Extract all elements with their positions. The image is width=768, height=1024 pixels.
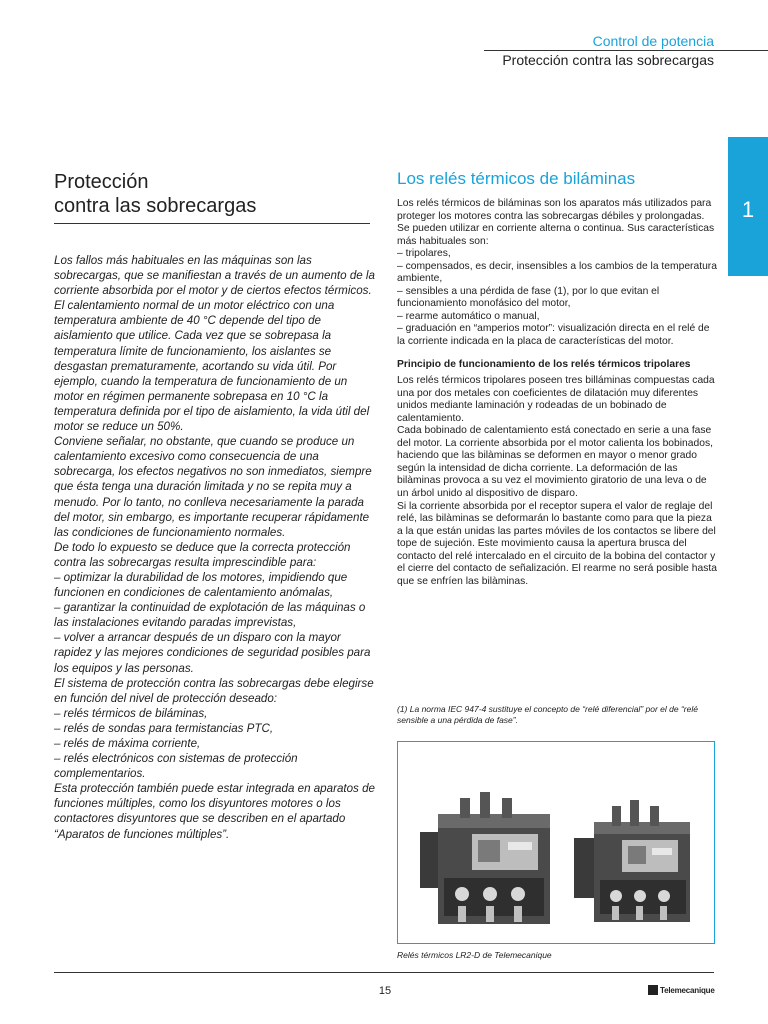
paragraph: De todo lo expuesto se deduce que la correcta protección contra las sobrecargas resulta imprescindible para: (54, 540, 351, 569)
relay-photo (398, 742, 714, 943)
list-item: – tripolares, (397, 248, 451, 260)
list-item: – relés de máxima corriente, (54, 737, 201, 750)
page-number: 15 (378, 985, 392, 997)
list-item: – sensibles a una pérdida de fase (1), por lo que evitan el funcionamiento monofásico del motor, (397, 285, 660, 310)
brand-mark-icon (648, 985, 658, 995)
left-title (54, 170, 256, 218)
paragraph: Esta protección también puede estar integrada en aparatos de funciones múltiples, como los disyuntores motores o los contactores disyuntores que se describen en el apartado “Aparatos de funciones múltiples”. (54, 782, 375, 841)
list-item: – volver a arrancar después de un disparo con la mayor rapidez y las mejores condiciones de seguridad posibles para los equipos y las personas. (54, 631, 371, 675)
brand-name: Telemecanique (660, 985, 715, 995)
footer-rule (54, 972, 714, 973)
chapter-tab (728, 137, 768, 276)
relay-large-illustration (420, 792, 550, 924)
list-item: – relés de sondas para termistancias PTC, (54, 721, 274, 735)
relay-small-illustration (574, 800, 690, 922)
section-header: Control de potencia (592, 33, 714, 49)
photo-caption: Relés térmicos LR2-D de Telemecanique (397, 950, 552, 960)
paragraph: Conviene señalar, no obstante, que cuando se produce un calentamiento excesivo como consecuencia de una sobrecarga, los efectos negativos no son inmediatos, siempre que ésta tenga una duración limitada y no se repita muy a menudo. Por lo tanto, no conlleva necesariamente la parada del motor, sin embargo, es importante recuperar rápidamente las condiciones de funcionamiento normales. (54, 435, 372, 539)
list-item: – optimizar la durabilidad de los motores, impidiendo que funcionen en condiciones de calentamiento anómalas, (54, 570, 348, 600)
list-item: – rearme automático o manual, (397, 310, 540, 322)
right-body (397, 198, 717, 588)
list-item: – relés electrónicos con sistemas de protección complementarios. (54, 752, 298, 781)
paragraph: Los fallos más habituales en las máquinas son las sobrecargas, que se manifiestan a través de un aumento de la corriente absorbida por el motor y de ciertos efectos térmicos. El calentamiento normal de un motor eléctrico con una temperatura ambiente de 40 °C depende del tipo de aislamiento que utilice. Cada vez que se sobrepasa la temperatura límite de funcionamiento, los aislantes se desgastan prematuramente, acortando su vida útil. Por ejemplo, cuando la temperatura de funcionamiento de un motor en régimen permanente sobrepasa en 10 °C la temperatura definida por el tipo de aislamiento, la vida útil del motor se reduce un 50%. (54, 254, 375, 434)
list-item: – garantizar la continuidad de explotación de las máquinas o las instalaciones evitando paradas imprevistas, (54, 601, 366, 630)
left-title-line1: Protección (54, 171, 149, 193)
list-item: – relés térmicos de biláminas, (54, 706, 208, 720)
paragraph: Los relés térmicos de biláminas son los aparatos más utilizados para proteger los motores contra las sobrecargas débiles y prolongadas. Se pueden utilizar en corriente alterna o continua. Sus características más habituales son: (397, 198, 715, 247)
paragraph: El sistema de protección contra las sobrecargas debe elegirse en función del nivel de protección deseado: (54, 676, 374, 705)
header-rule (484, 50, 768, 51)
left-body (54, 253, 376, 842)
footnote: (1) La norma IEC 947-4 sustituye el concepto de “relé diferencial” por el de “relé sensible a una pérdida de fase”. (397, 704, 698, 725)
relay-photo-frame (397, 741, 715, 944)
paragraph: Los relés térmicos tripolares poseen tres billáminas compuestas cada una por dos metales con coeficientes de dilatación muy diferentes unidos mediante laminación y rodeadas de un bobinado de calentamiento. (397, 375, 715, 424)
subheading: Principio de funcionamiento de los relés térmicos tripolares (397, 358, 691, 370)
paragraph: Si la corriente absorbida por el receptor supera el valor de reglaje del relé, las bilàminas se deformarán lo bastante como para que la pieza a la que están unidas las partes móviles de los contactos se libere del tope de sujeción. Este movimiento causa la apertura brusca del contacto del relé intercalado en el circuito de la bobina del contactor y el cierre del contacto de señalización. El rearme no será posible hasta que se enfríen las bilàminas. (397, 500, 717, 587)
left-title-line2: contra las sobrecargas (54, 195, 257, 217)
right-title: Los relés térmicos de biláminas (397, 169, 636, 188)
page-header-title: Protección contra las sobrecargas (502, 52, 714, 68)
left-title-rule (54, 223, 370, 224)
paragraph: Cada bobinado de calentamiento está conectado en serie a una fase del motor. La corriente absorbida por el motor calienta los bobinados, haciendo que las bilàminas se deformen en mayor o menor grado según la intensidad de dicha corriente. La deformación de las bilàminas provoca a su vez el movimiento giratorio de una leva o de un árbol unido al dispositivo de disparo. (397, 425, 713, 500)
chapter-number: 1 (741, 197, 755, 222)
brand-logo (648, 984, 715, 996)
list-item: – compensados, es decir, insensibles a los cambios de la temperatura ambiente, (397, 260, 717, 285)
list-item: – graduación en “amperios motor”: visualización directa en el relé de la corriente indicada en la placa de características del motor. (397, 323, 710, 348)
